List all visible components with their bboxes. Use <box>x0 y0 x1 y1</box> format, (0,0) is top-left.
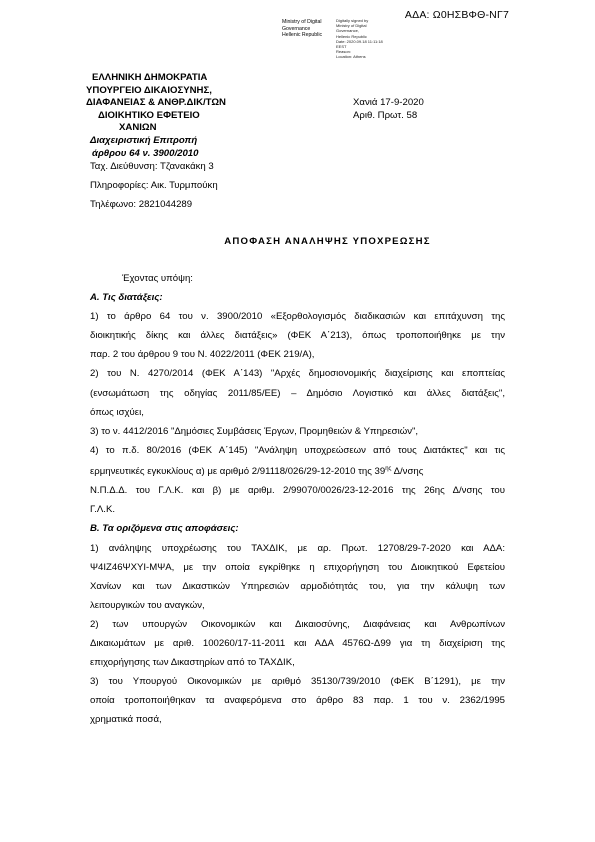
org-line: ΧΑΝΙΩΝ <box>119 122 157 134</box>
signature-issuer-line: Hellenic Republic <box>282 32 323 39</box>
signature-detail-line: Date: 2020.09.18 11:11:18 <box>336 38 383 44</box>
protocol-number: Αριθ. Πρωτ. 58 <box>353 109 418 121</box>
body-line: (ενσωμάτωση της οδηγίας 2011/85/ΕΕ) – Δημόσιο Λογιστικό και άλλες διατάξεις", <box>90 387 505 399</box>
intro-line: Έχοντας υπόψη: <box>122 273 193 284</box>
body-line: διοικητικής δίκης και άλλες διατάξεις» (ΦΕΚ Α΄213), όπως τροποποιήθηκε με την <box>90 330 505 342</box>
signature-detail-line: Reason: <box>336 49 351 55</box>
body-line: Χανίων και των Δικαστικών Υπηρεσιών αρμοδιότητάς του, για την κάλυψη των <box>90 580 505 592</box>
section-a-heading: Α. Τις διατάξεις: <box>90 292 163 304</box>
signature-detail-line: Ministry of Digital <box>336 23 367 29</box>
body-line: παρ. 2 του άρθρου 9 του Ν. 4022/2011 (ΦΕΚ 219/Α), <box>90 349 315 361</box>
body-line: χρηματικά ποσά, <box>90 714 162 726</box>
body-line: Γ.Λ.Κ. <box>90 504 116 516</box>
body-line <box>90 460 505 481</box>
body-line: Ν.Π.Δ.Δ. του Γ.Λ.Κ. και β) με αριθμ. 2/99070/0026/23-12-2016 της 26ης Δ/νσης του <box>90 485 505 497</box>
body-line: 1) ανάληψης υποχρέωσης του ΤΑΧΔΙΚ, με αρ. Πρωτ. 12708/29-7-2020 και ΑΔΑ: <box>90 542 505 554</box>
signature-issuer-line: Ministry of Digital <box>282 19 322 25</box>
org-line: ΔΙΑΦΑΝΕΙΑΣ & ΑΝΘΡ.ΔΙΚ/ΤΩΝ <box>86 97 226 109</box>
org-line: ΔΙΟΙΚΗΤΙΚΟ ΕΦΕΤΕΙΟ <box>98 109 200 121</box>
body-line: Δικαιωμάτων με αριθ. 100260/17-11-2011 και ΑΔΑ 4576Ω-Δ99 για τη διαχείριση της <box>90 637 505 649</box>
body-line: Ψ4ΙΖ46ΨΧΥΙ-ΜΨΑ, με την οποία εγκρίθηκε η επιχορήγηση του Διοικητικού Εφετείου <box>90 561 505 573</box>
body-line: 2) του Ν. 4270/2014 (ΦΕΚ Α΄143) "Αρχές δημοσιονομικής διαχείρισης και εποπτείας <box>90 368 505 380</box>
signature-details <box>336 18 396 60</box>
contact-phone: Τηλέφωνο: 2821044289 <box>90 199 193 210</box>
body-line: οποία τροποποιήθηκαν τα αναφερόμενα στο άρθρο 83 παρ. 1 του ν. 2362/1995 <box>90 695 505 707</box>
signature-detail-line: EEST <box>336 44 347 50</box>
contact-info: Πληροφορίες: Αικ. Τυρμπούκη <box>90 180 218 191</box>
body-line: 3) το ν. 4412/2016 "Δημόσιες Συμβάσεις Έργων, Προμηθειών & Υπηρεσιών", <box>90 425 419 437</box>
org-line: ΥΠΟΥΡΓΕΙΟ ΔΙΚΑΙΟΣΥΝΗΣ, <box>86 84 212 96</box>
signature-detail-line: Governance, <box>336 28 359 34</box>
document-title: ΑΠΟΦΑΣΗ ΑΝΑΛΗΨΗΣ ΥΠΟΧΡΕΩΣΗΣ <box>224 236 431 247</box>
organization-header <box>86 72 226 160</box>
superscript: ης <box>385 465 392 472</box>
body-text-fragment: ερμηνευτικές εγκυκλίους α) με αριθμό 2/91118/026/29-12-2010 της 39 <box>90 466 386 478</box>
body-text-fragment: Δ/νσης <box>391 466 424 478</box>
body-line: λειτουργικών του αναγκών, <box>90 599 205 611</box>
body-line: επιχορήγησης των Δικαστηρίων από το ΤΑΧΔΙΚ, <box>90 657 295 669</box>
document-body <box>90 269 505 729</box>
document-date: Χανιά 17-9-2020 <box>353 97 424 108</box>
signature-detail-line: Hellenic Republic <box>336 33 367 39</box>
ada-code: ΑΔΑ: Ω0ΗΣΒΦΘ-ΝΓ7 <box>404 9 509 21</box>
body-line: όπως ισχύει, <box>90 406 144 418</box>
org-line: ΕΛΛΗΝΙΚΗ ΔΗΜΟΚΡΑΤΙΑ <box>92 72 208 83</box>
signature-issuer <box>282 19 334 39</box>
body-line: 2) των υπουργών Οικονομικών και Δικαιοσύνης, Διαφάνειας και Ανθρωπίνων <box>90 618 505 630</box>
signature-issuer-line: Governance <box>282 25 311 32</box>
body-line: 3) του Υπουργού Οικονομικών με αριθμό 35130/739/2010 (ΦΕΚ Β΄1291), με την <box>90 676 505 688</box>
body-line: 1) το άρθρο 64 του ν. 3900/2010 «Εξορθολογισμός διαδικασιών και επιτάχυνση της <box>90 311 505 323</box>
org-line: Διαχειριστική Επιτροπή <box>90 134 198 146</box>
body-line: 4) το π.δ. 80/2016 (ΦΕΚ Α΄145) "Ανάληψη υποχρεώσεων από τους Διατάκτες" και τις <box>90 444 505 456</box>
contact-address: Ταχ. Διεύθυνση: Τζανακάκη 3 <box>90 161 214 172</box>
section-b-heading: Β. Τα οριζόμενα στις αποφάσεις: <box>90 523 239 535</box>
date-protocol-block <box>353 97 424 122</box>
org-line: άρθρου 64 ν. 3900/2010 <box>92 147 199 159</box>
signature-detail-line: Digitally signed by <box>336 18 369 23</box>
signature-detail-line: Location: Athens <box>336 54 366 60</box>
